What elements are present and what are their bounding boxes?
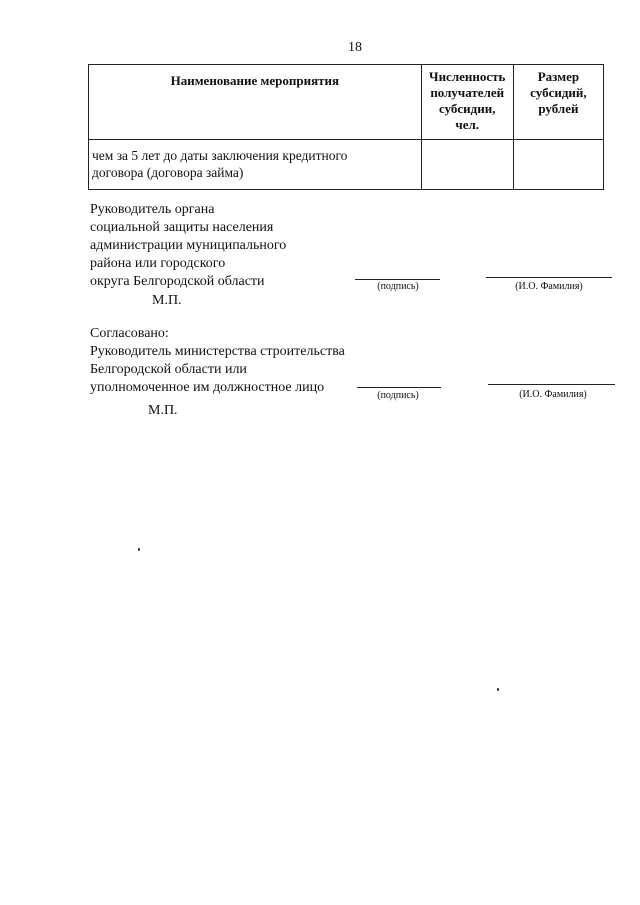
stamp-placeholder-1: М.П. [152, 293, 182, 308]
header-recipients-line: субсидии, [438, 101, 496, 116]
row-event-name-line: чем за 5 лет до даты заключения кредитного [92, 148, 348, 163]
name-line-2 [488, 384, 615, 385]
table-header-row [89, 65, 604, 140]
header-recipients-line: Численность [429, 69, 506, 84]
signature-caption-1: (подпись) [377, 281, 419, 292]
header-amount-line: Размер [537, 69, 580, 84]
name-caption-2: (И.О. Фамилия) [519, 389, 587, 400]
scan-speck [138, 548, 140, 551]
signature-line-1 [355, 279, 440, 280]
signatory-2-line: уполномоченное им должностное лицо [90, 380, 325, 395]
signatory-1-line: администрации муниципального [90, 238, 287, 253]
signatory-1-title [90, 201, 286, 291]
signatory-2-title [90, 325, 345, 397]
name-caption-1: (И.О. Фамилия) [515, 281, 583, 292]
approved-label: Согласовано: [90, 326, 169, 341]
header-amount-line: субсидий, [530, 85, 587, 100]
signatory-1-line: социальной защиты населения [90, 220, 274, 235]
table-row [89, 140, 604, 190]
name-line-1 [486, 277, 612, 278]
header-recipients-line: получателей [430, 85, 505, 100]
row-amount-cell [513, 140, 603, 190]
signatory-1-line: округа Белгородской области [90, 274, 265, 289]
signatory-2-line: Руководитель министерства строительства [90, 344, 345, 359]
signature-line-2 [357, 387, 441, 388]
row-event-name-cell [89, 140, 422, 190]
signatory-2-line: Белгородской области или [90, 362, 247, 377]
header-recipients-count [421, 65, 513, 140]
header-subsidy-amount [513, 65, 603, 140]
scan-speck [497, 688, 499, 691]
row-event-name-line: договора (договора займа) [92, 165, 244, 180]
header-recipients-line: чел. [455, 117, 480, 132]
row-count-cell [421, 140, 513, 190]
header-amount-line: рублей [538, 101, 579, 116]
page-number: 18 [348, 40, 362, 55]
signatory-1-line: Руководитель органа [90, 202, 215, 217]
signatory-1-line: района или городского [90, 256, 226, 271]
stamp-placeholder-2: М.П. [148, 403, 178, 418]
subsidy-table [88, 64, 604, 190]
header-event-name: Наименование мероприятия [89, 65, 422, 140]
signature-caption-2: (подпись) [377, 390, 419, 401]
